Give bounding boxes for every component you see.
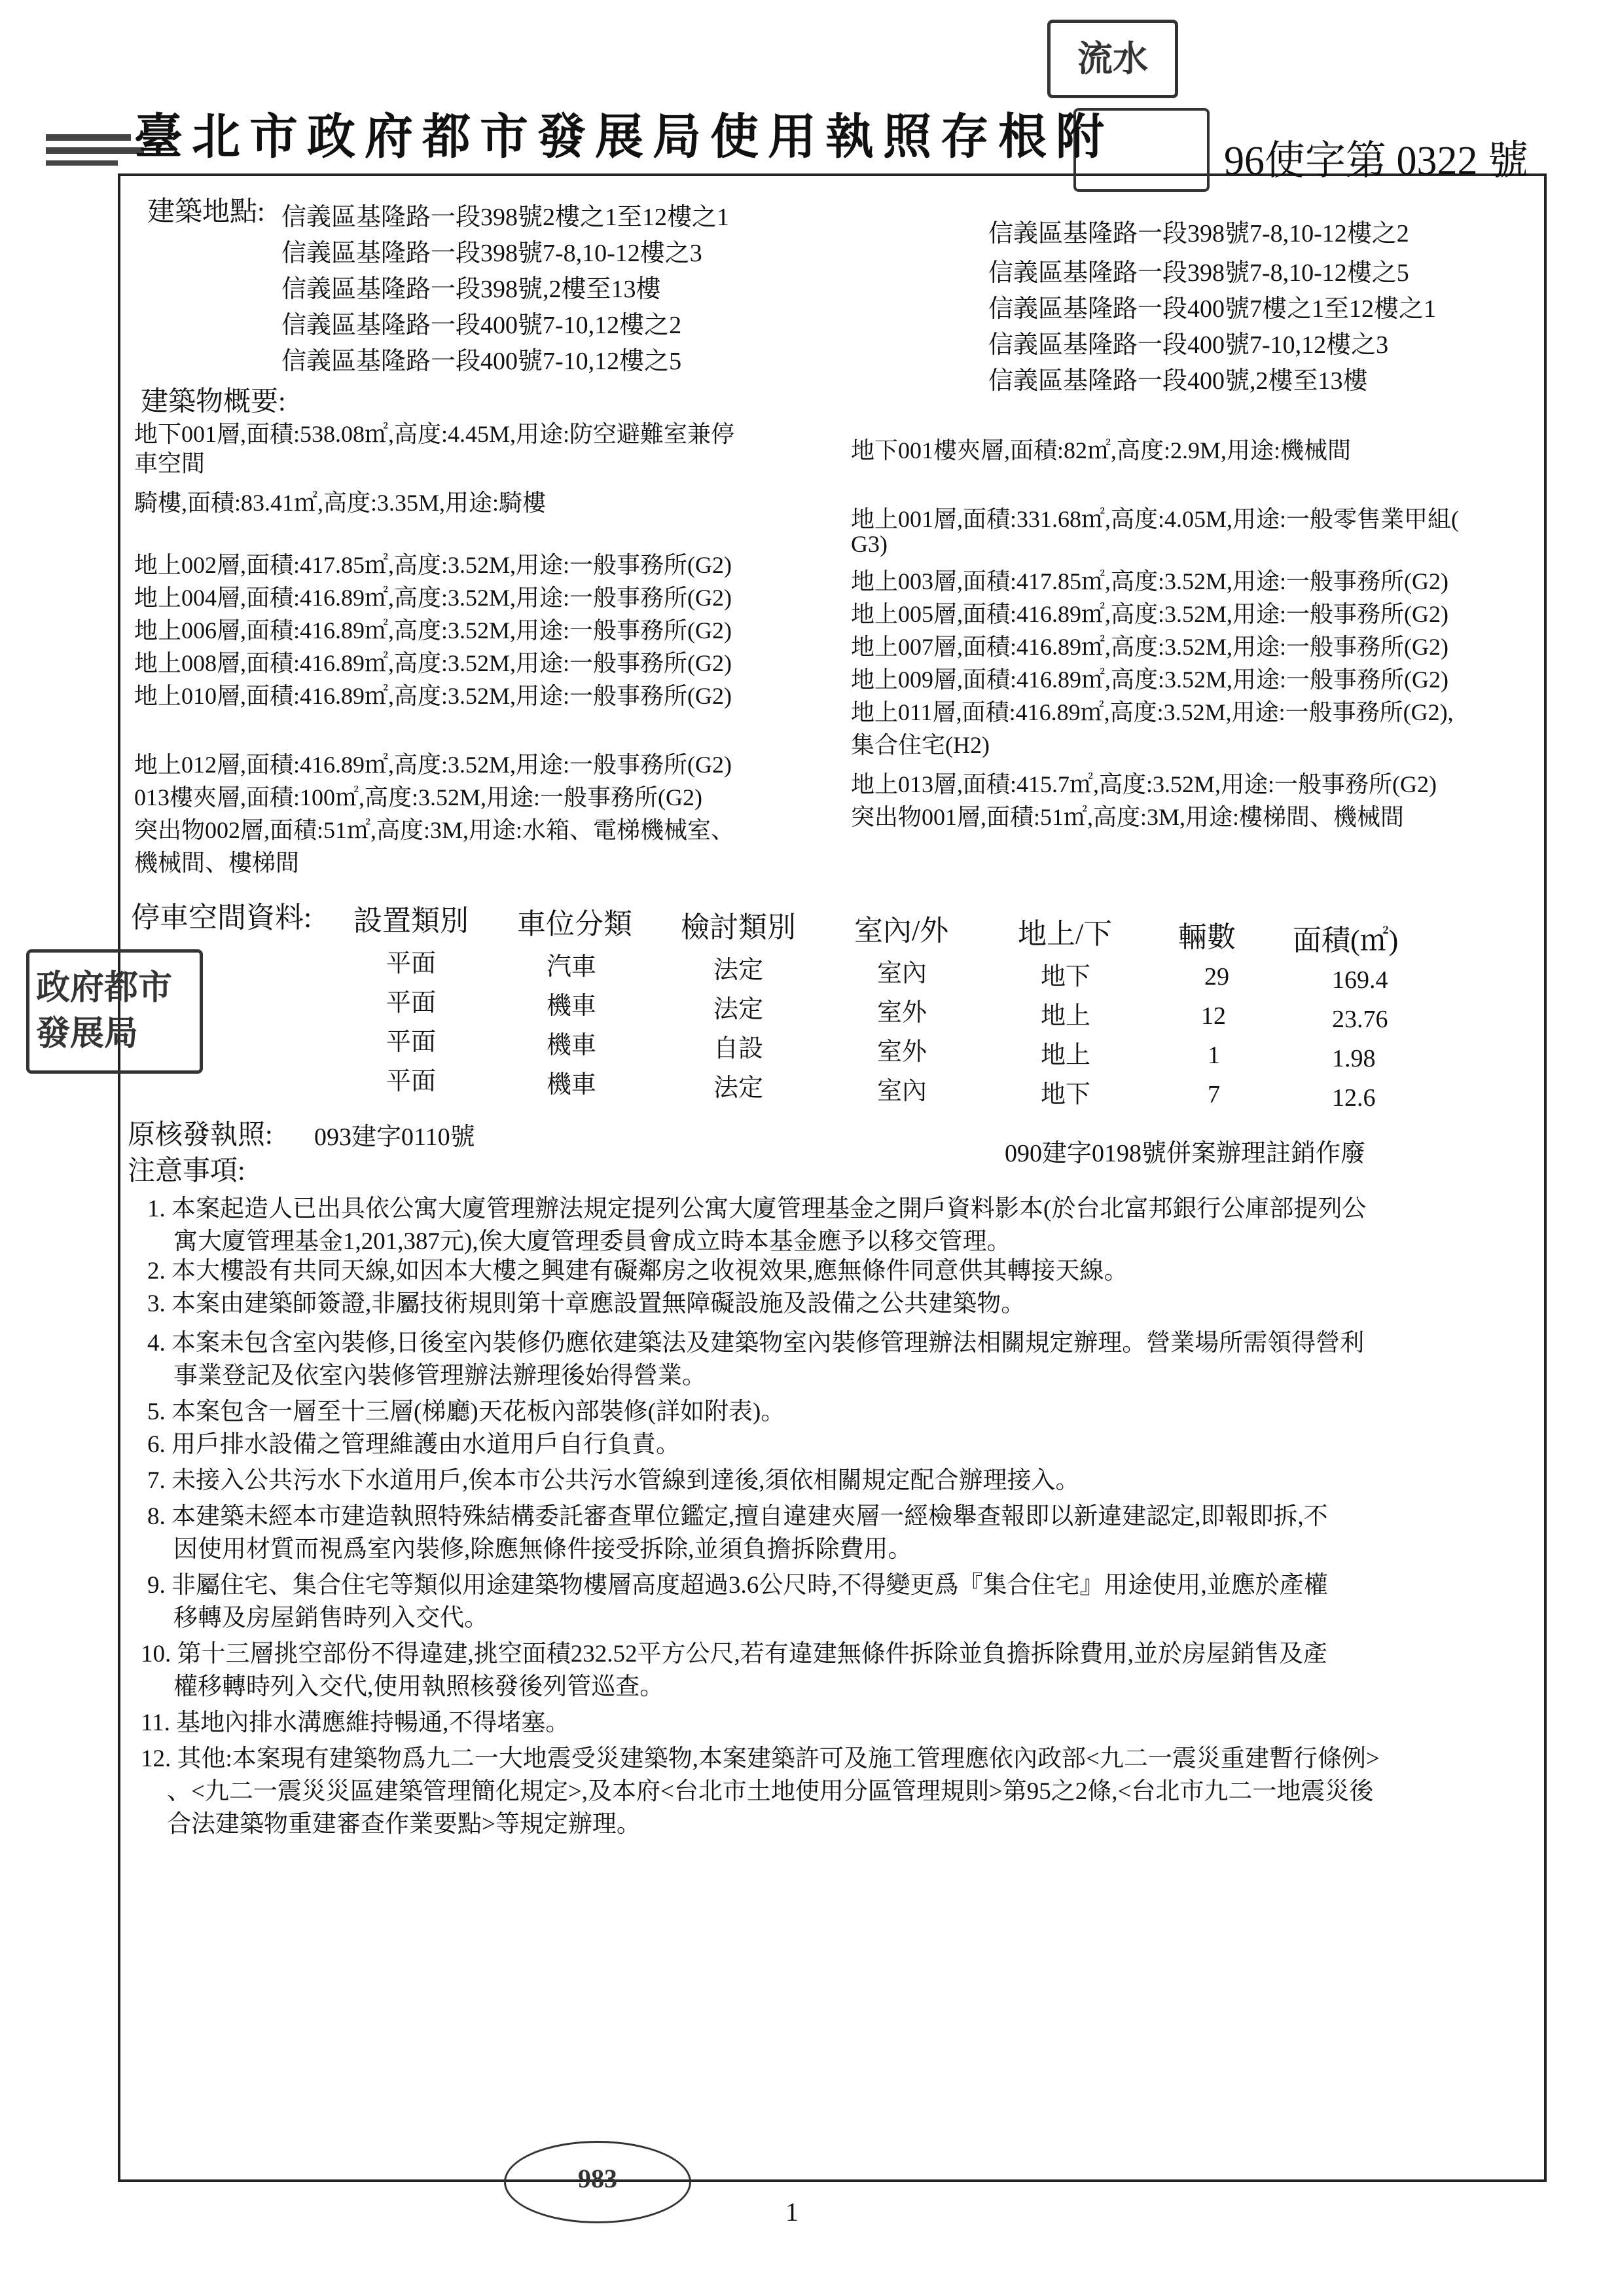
parking-cell: 法定 [713, 957, 764, 984]
parking-cell: 12 [1201, 1002, 1226, 1030]
address-left-5: 信義區基隆路一段400號7-10,12樓之5 [281, 348, 682, 375]
parking-header: 地上/下 [1018, 918, 1113, 950]
parking-cell: 汽車 [547, 953, 597, 981]
address-right-5: 信義區基隆路一段400號,2樓至13樓 [988, 367, 1368, 395]
parking-cell: 地下 [1041, 963, 1091, 991]
parking-cell: 1.98 [1332, 1045, 1376, 1072]
parking-cell: 自設 [713, 1035, 764, 1063]
summary-left-line: 013樓夾層,面積:100㎡,高度:3.52M,用途:一般事務所(G2) [134, 784, 702, 811]
parking-header: 設置類別 [353, 905, 469, 937]
scan-mark [46, 160, 118, 166]
parking-cell: 法定 [713, 1074, 764, 1102]
summary-left-line: 地上002層,面積:417.85㎡,高度:3.52M,用途:一般事務所(G2) [134, 552, 732, 578]
parking-cell: 7 [1208, 1081, 1220, 1108]
scan-mark [46, 147, 144, 154]
parking-cell: 室內 [877, 1078, 927, 1105]
page-number: 1 [785, 2197, 799, 2227]
summary-right-line: 集合住宅(H2) [851, 732, 990, 758]
parking-cell: 169.4 [1332, 966, 1388, 994]
parking-cell: 地上 [1041, 1002, 1091, 1030]
summary-right-line: 地上013層,面積:415.7㎡,高度:3.52M,用途:一般事務所(G2) [851, 771, 1437, 797]
note-line: 12. 其他:本案現有建築物爲九二一大地震受災建築物,本案建築許可及施工管理應依內政部<九二一震災重建暫行條例> [141, 1745, 1380, 1772]
parking-cell: 機車 [547, 993, 597, 1020]
note-line: 移轉及房屋銷售時列入交代。 [173, 1605, 488, 1631]
summary-left-line: 地上006層,面積:416.89㎡,高度:3.52M,用途:一般事務所(G2) [134, 617, 732, 644]
summary-left-line: 車空間 [134, 450, 206, 477]
parking-cell: 地上 [1041, 1042, 1091, 1069]
note-line: 、<九二一震災災區建築管理簡化規定>,及本府<台北市土地使用分區管理規則>第95之2條,<台北市九二一地震災後 [167, 1778, 1374, 1805]
note-line: 4. 本案未包含室內裝修,日後室內裝修仍應依建築法及建築物室內裝修管理辦法相關規定辦理。營業場所需領得營利 [147, 1330, 1365, 1357]
parking-cell: 平面 [386, 1029, 437, 1056]
left-stamp: 政府都市 發展局 [26, 949, 203, 1074]
summary-left-line: 地上008層,面積:416.89㎡,高度:3.52M,用途:一般事務所(G2) [134, 650, 732, 676]
summary-left-line: 騎樓,面積:83.41㎡,高度:3.35M,用途:騎樓 [134, 490, 547, 516]
address-left-2: 信義區基隆路一段398號7-8,10-12樓之3 [281, 240, 702, 267]
parking-cell: 室外 [877, 1038, 927, 1066]
summary-right-line: 地上009層,面積:416.89㎡,高度:3.52M,用途:一般事務所(G2) [851, 666, 1448, 693]
note-line: 1. 本案起造人已出具依公寓大廈管理辦法規定提列公寓大廈管理基金之開戶資料影本(於台北富邦銀行公庫部提列公 [147, 1195, 1367, 1222]
summary-right-line: 地上005層,面積:416.89㎡,高度:3.52M,用途:一般事務所(G2) [851, 601, 1448, 627]
summary-left-line: 地下001層,面積:538.08㎡,高度:4.45M,用途:防空避難室兼停 [134, 421, 735, 447]
note-line: 事業登記及依室內裝修管理辦法辦理後始得營業。 [173, 1362, 706, 1389]
note-line: 寓大廈管理基金1,201,387元),俟大廈管理委員會成立時本基金應予以移交管理。 [173, 1228, 1011, 1255]
parking-cell: 室內 [877, 960, 927, 987]
parking-cell: 平面 [386, 1068, 437, 1095]
note-line: 6. 用戶排水設備之管理維護由水道用戶自行負責。 [147, 1431, 680, 1458]
original-permit-number: 093建字0110號 [314, 1123, 475, 1151]
note-line: 10. 第十三層挑空部份不得違建,挑空面積232.52平方公尺,若有違建無條件拆除並負擔拆除費用,並於房屋銷售及產 [141, 1641, 1327, 1667]
note-line: 9. 非屬住宅、集合住宅等類似用途建築物樓層高度超過3.6公尺時,不得變更爲『集合住宅』用途使用,並應於產權 [147, 1572, 1328, 1599]
summary-right-line: 地下001樓夾層,面積:82㎡,高度:2.9M,用途:機械間 [851, 437, 1352, 464]
parking-cell: 室外 [877, 999, 927, 1027]
summary-right-line: 地上011層,面積:416.89㎡,高度:3.52M,用途:一般事務所(G2), [851, 699, 1454, 725]
note-line: 因使用材質而視爲室內裝修,除應無條件接受拆除,並須負擔拆除費用。 [173, 1536, 912, 1563]
note-line: 5. 本案包含一層至十三層(梯廳)天花板內部裝修(詳如附表)。 [147, 1398, 785, 1425]
address-left-1: 信義區基隆路一段398號2樓之1至12樓之1 [281, 204, 730, 231]
document-title: 臺北市政府都市發展局使用執照存根附 [134, 111, 1113, 164]
address-left-3: 信義區基隆路一段398號,2樓至13樓 [281, 276, 661, 303]
note-line: 合法建築物重建審查作業要點>等規定辦理。 [167, 1811, 641, 1838]
permit-number: 96使字第 0322 號 [1224, 139, 1529, 183]
parking-cell: 機車 [547, 1032, 597, 1059]
address-right-2: 信義區基隆路一段398號7-8,10-12樓之5 [988, 259, 1409, 287]
address-right-1: 信義區基隆路一段398號7-8,10-12樓之2 [988, 220, 1409, 247]
parking-header: 面積(㎡) [1293, 924, 1399, 957]
parking-cell: 地下 [1041, 1081, 1091, 1108]
parking-header: 檢討類別 [681, 911, 796, 943]
note-line: 3. 本案由建築師簽證,非屬技術規則第十章應設置無障礙設施及設備之公共建築物。 [147, 1290, 1026, 1317]
parking-cell: 機車 [547, 1071, 597, 1099]
note-line: 7. 未接入公共污水下水道用戶,俟本市公共污水管線到達後,須依相關規定配合辦理接入。 [147, 1467, 1080, 1494]
cancel-note: 090建字0198號併案辦理註銷作廢 [1005, 1140, 1366, 1167]
top-stamp: 流水 [1047, 20, 1178, 98]
address-right-3: 信義區基隆路一段400號7樓之1至12樓之1 [988, 295, 1437, 323]
summary-left-line: 突出物002層,面積:51㎡,高度:3M,用途:水箱、電梯機械室、 [134, 817, 735, 843]
note-line: 2. 本大樓設有共同天線,如因本大樓之興建有礙鄰房之收視效果,應無條件同意供其轉接天線。 [147, 1258, 1128, 1285]
summary-left-line: 地上004層,面積:416.89㎡,高度:3.52M,用途:一般事務所(G2) [134, 585, 732, 611]
parking-cell: 法定 [713, 996, 764, 1023]
parking-cell: 平面 [386, 989, 437, 1017]
summary-left-line: 地上010層,面積:416.89㎡,高度:3.52M,用途:一般事務所(G2) [134, 683, 732, 709]
parking-header: 車位分類 [517, 908, 632, 940]
parking-cell: 1 [1208, 1042, 1220, 1069]
summary-right-line: G3) [851, 531, 888, 557]
scan-mark [46, 134, 131, 141]
parking-cell: 29 [1204, 963, 1229, 991]
parking-cell: 23.76 [1332, 1006, 1388, 1033]
parking-label: 停車空間資料: [131, 902, 312, 934]
parking-cell: 12.6 [1332, 1084, 1376, 1112]
note-line: 8. 本建築未經本市建造執照特殊結構委託審查單位鑑定,擅自違建夾層一經檢舉查報即以新違建認定,即報即拆,不 [147, 1503, 1328, 1530]
document-frame [118, 173, 1547, 2182]
site-label: 建築地點: [147, 197, 265, 227]
summary-left-line: 地上012層,面積:416.89㎡,高度:3.52M,用途:一般事務所(G2) [134, 752, 732, 778]
note-line: 權移轉時列入交代,使用執照核發後列管巡查。 [173, 1673, 664, 1700]
original-permit-label: 原核發執照: [128, 1120, 273, 1150]
address-left-4: 信義區基隆路一段400號7-10,12樓之2 [281, 312, 682, 339]
summary-left-line: 機械間、樓梯間 [134, 850, 300, 876]
bottom-stamp: 983 [504, 2141, 691, 2223]
address-right-4: 信義區基隆路一段400號7-10,12樓之3 [988, 331, 1389, 359]
parking-header: 輛數 [1178, 921, 1236, 953]
summary-right-line: 地上001層,面積:331.68㎡,高度:4.05M,用途:一般零售業甲組( [851, 506, 1460, 532]
note-line: 11. 基地內排水溝應維持暢通,不得堵塞。 [141, 1709, 570, 1736]
summary-right-line: 地上007層,面積:416.89㎡,高度:3.52M,用途:一般事務所(G2) [851, 634, 1448, 660]
summary-right-line: 突出物001層,面積:51㎡,高度:3M,用途:樓梯間、機械間 [851, 804, 1405, 830]
parking-cell: 平面 [386, 950, 437, 977]
summary-label: 建築物概要: [141, 387, 286, 417]
parking-header: 室內/外 [854, 915, 949, 947]
summary-right-line: 地上003層,面積:417.85㎡,高度:3.52M,用途:一般事務所(G2) [851, 568, 1448, 594]
notes-label: 注意事項: [128, 1156, 245, 1186]
